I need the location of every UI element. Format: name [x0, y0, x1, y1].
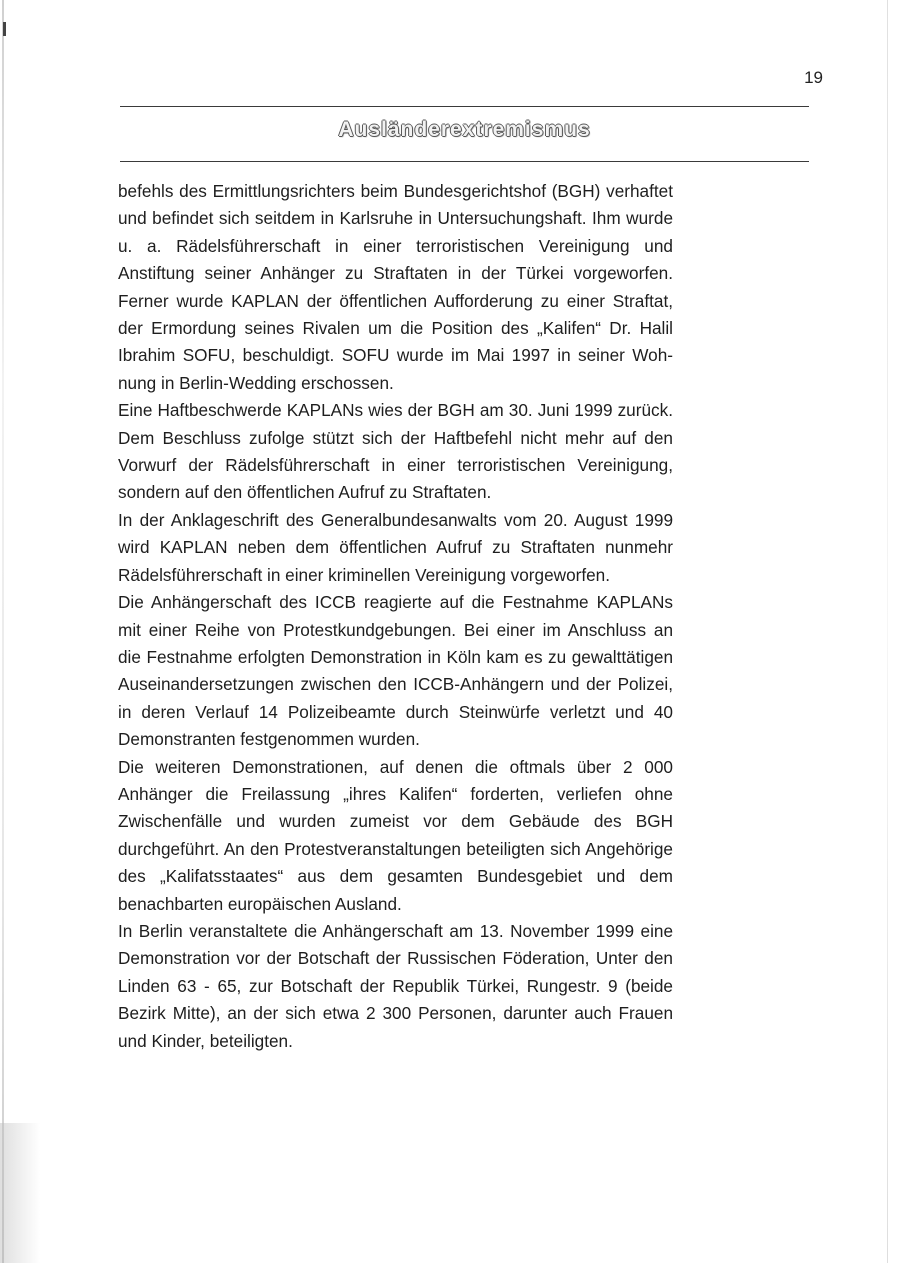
scan-edge-right [887, 0, 888, 1263]
scan-edge-left [2, 0, 4, 1263]
running-head: Ausländerextremismus [338, 118, 591, 141]
page-number: 19 [804, 68, 823, 87]
scan-mark [3, 22, 6, 36]
paragraph: Eine Haftbeschwerde KAPLANs wies der BGH am 30. Juni 1999 zurück. Dem Beschluss zufolge stützt sich der Haftbefehl nicht mehr auf den Vorwurf der Rädelsführerschaft in einer terroristischen Vereinigung, sondern auf den öffentlichen Aufruf zu Straftaten. [118, 400, 673, 503]
header-rule-bottom [120, 161, 809, 162]
paragraph: In Berlin veranstaltete die Anhängerschaft am 13. November 1999 eine Demonstration vor der Botschaft der Russischen Föderation, Unter den Linden 63 - 65, zur Botschaft der Republik Türkei, Rungestr. 9 (beide Bezirk Mitte), an der sich etwa 2 300 Personen, darunter auch Frauen und Kinder, beteiligten. [118, 920, 673, 1051]
paragraph: In der Anklageschrift des Generalbundesanwalts vom 20. August 1999 wird KAPLAN neben dem öffentlichen Aufruf zu Straftaten nunmehr Rädelsführerschaft in einer kriminellen Vereinigung vorgeworfen. [118, 509, 673, 585]
body-text [118, 178, 673, 1055]
header-rule-top [120, 106, 809, 107]
paragraph: befehls des Ermittlungsrichters beim Bundesgerichtshof (BGH) verhaftet und befindet sich seitdem in Karlsruhe in Untersuchungshaft. Ihm wurde u. a. Rädelsführerschaft in einer terroristischen Vereinigung und Anstiftung seiner Anhänger zu Straftaten in der Türkei vorgeworfen. Ferner wurde KAPLAN der öffentlichen Aufforderung zu einer Straftat, der Ermordung seines Rivalen um die Position des „Kalifen“ Dr. Halil Ibrahim SOFU, beschuldigt. SOFU wurde im Mai 1997 in seiner Wohnung in Berlin-Wedding erschossen. [118, 181, 673, 393]
paragraph: Die weiteren Demonstrationen, auf denen die oftmals über 2 000 Anhänger die Freilassung „ihres Kalifen“ forderten, verliefen ohne Zwischenfälle und wurden zumeist vor dem Gebäude des BGH durchgeführt. An den Protestveranstaltungen beteiligten sich Angehörige des „Kalifatsstaates“ aus dem gesamten Bundesgebiet und dem benachbarten europäischen Ausland. [118, 756, 673, 914]
paragraph: Die Anhängerschaft des ICCB reagierte auf die Festnahme KAPLANs mit einer Reihe von Protestkundgebungen. Bei einer im Anschluss an die Festnahme erfolgten Demonstration in Köln kam es zu gewalttätigen Auseinandersetzungen zwischen den ICCB-Anhängern und der Polizei, in deren Verlauf 14 Polizeibeamte durch Steinwürfe verletzt und 40 Demonstranten festgenommen wurden. [118, 592, 673, 750]
scan-shadow-corner [0, 1123, 40, 1263]
